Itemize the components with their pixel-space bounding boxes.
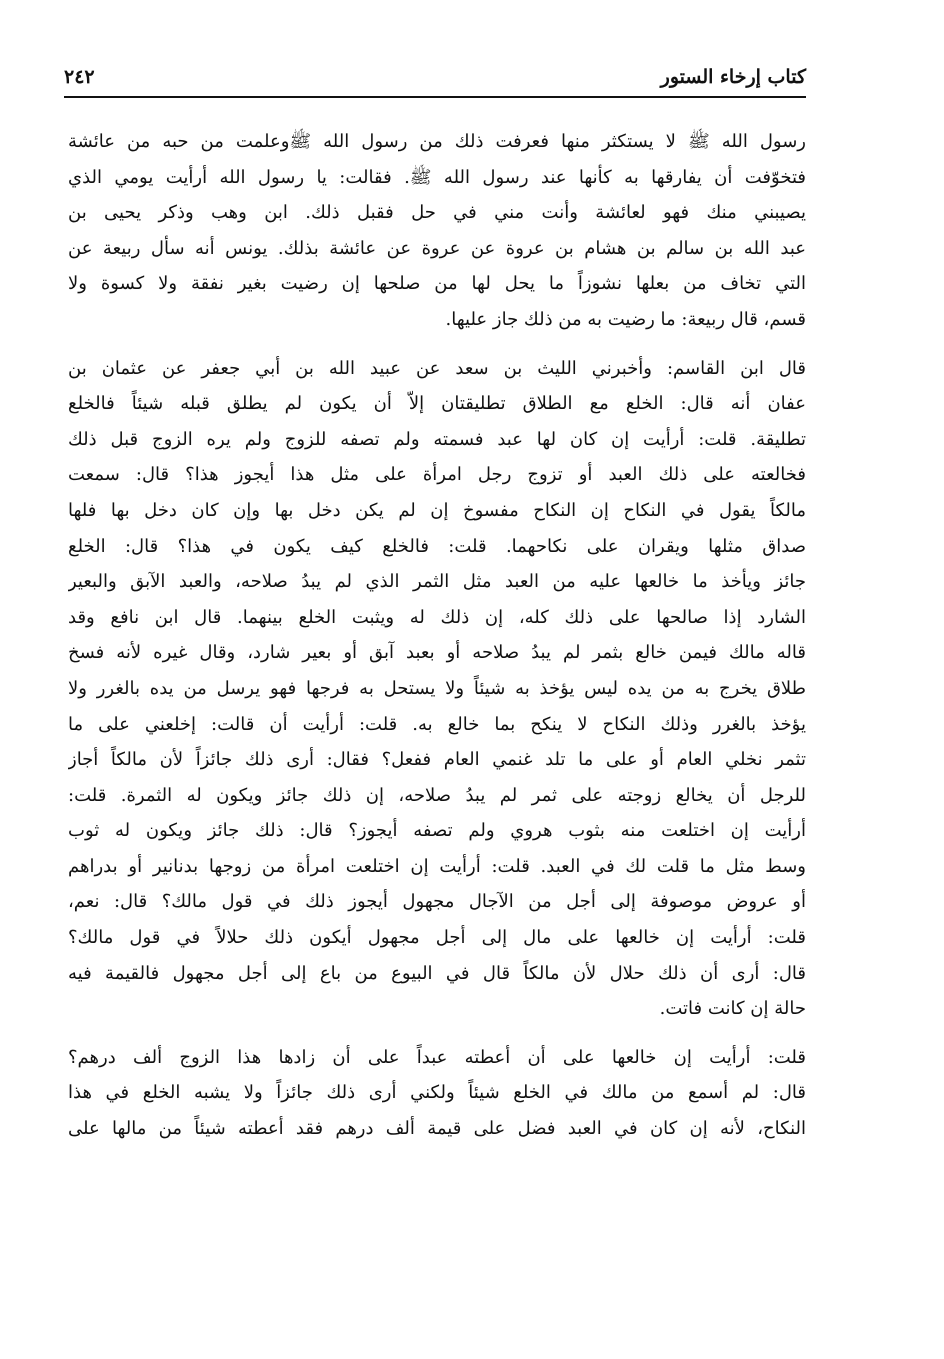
- paragraph: [68, 351, 806, 1027]
- text-line: عفان أنه قال: الخلع مع الطلاق تطليقتان إلاّ أن يكون لم يطلق قبله شيئاً فالخلع: [68, 393, 806, 415]
- text-line: قاله مالك فيمن خالع بثمر لم يبدُ صلاحه أو بعبد آبق أو بعير شارد، وقال غيره لأنه فسخ: [68, 642, 806, 664]
- paragraph: [68, 124, 806, 338]
- text-line: للرجل أن يخالع زوجته على ثمر لم يبدُ صلاحه، إن ذلك جائز ويكون له الثمرة. قلت:: [68, 784, 806, 806]
- text-line: قلت: أرأيت إن خالعها على أن أعطته عبداً على أن زادها هذا الزوج ألف درهم؟: [68, 1046, 806, 1068]
- text-line: قال: أرى أن ذلك حلال لأن مالكاً قال في البيوع من باع إلى أجل مجهول فالقيمة فيه: [68, 962, 806, 984]
- text-line: جائز ويأخذ ما خالعها عليه من العبد مثل الثمر الذي لم يبدُ صلاحه، والعبد الآبق والبعير: [68, 571, 806, 593]
- text-line: وسط مثل ما قلت لك في العبد. قلت: أرأيت إن اختلعت امرأة من زوجها بدنانير أو بدراهم: [68, 855, 806, 877]
- book-title: كتاب إرخاء الستور: [660, 66, 806, 88]
- text-line: الشارد إذا صالحها على ذلك كله، إن ذلك له ويثبت الخلع بينهما. قال ابن نافع وقد: [68, 606, 806, 628]
- text-line: يؤخذ بالغرر وذلك النكاح لا ينكح بما خالع به. قلت: أرأيت أن قالت: إخلعني على ما: [68, 713, 806, 735]
- text-line: قلت: أرأيت إن خالعها على مال إلى أجل مجهول أيكون ذلك حلالاً في قول مالك؟: [68, 927, 806, 949]
- text-line: فخالعته على ذلك العبد أو تزوج رجل امرأة على مثل هذا أيجوز هذا؟ قال: سمعت: [68, 464, 806, 486]
- text-line: تطليقة. قلت: أرأيت إن كان لها عبد فسمته ولم تصفه للزوج ولم يره الزوج قبل ذلك: [68, 428, 806, 450]
- text-line: عبد الله بن سالم بن هشام بن عروة عن عروة عن عائشة بذلك. يونس أنه سأل ربيعة عن: [68, 237, 806, 259]
- paragraph: [68, 1040, 806, 1147]
- text-line: تثمر نخلي العام أو على ما تلد غنمي العام ففعل؟ فقال: أرى ذلك جائزاً لأن مالكاً أجاز: [68, 749, 806, 771]
- text-line: قال: لم أسمع من مالك في الخلع شيئاً ولكني أرى ذلك جائزاً ولا يشبه الخلع في هذا: [68, 1082, 806, 1104]
- text-line: مالكاً يقول في النكاح إن النكاح مفسوخ إن لم يكن دخل بها وإن كان دخل بها فلها: [68, 499, 806, 521]
- text-line: أرأيت إن اختلعت منه بثوب هروي ولم تصفه أيجوز؟ قال: ذلك جائز ويكون له ثوب: [68, 820, 806, 842]
- text-line: قال ابن القاسم: وأخبرني الليث بن سعد عن عبيد الله بن أبي جعفر عن عثمان بن: [68, 357, 806, 379]
- body-text: [68, 124, 806, 1147]
- text-line: فتخوّفت أن يفارقها به كأنها عند رسول الله ﷺ. فقالت: يا رسول الله أرأيت يومي الذي: [68, 166, 806, 188]
- text-line: طلاق يخرج به من يده ليس يؤخذ به شيئاً ولا يستحل به فرجها فهو يرسل من يده بالغرر ولا: [68, 677, 806, 699]
- text-line: قسم، قال ربيعة: ما رضيت به من ذلك جاز عليها.: [445, 308, 806, 330]
- text-line: التي تخاف من بعلها نشوزاً ما يحل لها من صلحها إن رضيت بغير نفقة ولا كسوة ولا: [68, 273, 806, 295]
- text-line: يصيبني منك فهو لعائشة وأنت مني في حل فقبل ذلك. ابن وهب وذكر يحيى بن: [68, 202, 806, 224]
- text-line: حالة إن كانت فاتت.: [659, 998, 806, 1020]
- running-header: [64, 62, 806, 98]
- text-line: النكاح، لأنه إن كان في العبد فضل على قيمة ألف درهم فقد أعطته شيئاً من مالها على: [68, 1118, 806, 1140]
- text-line: صداق مثلها ويقران على نكاحهما. قلت: فالخلع كيف يكون في هذا؟ قال: الخلع: [68, 535, 806, 557]
- text-line: رسول الله ﷺ لا يستكثر منها فعرفت ذلك من رسول الله ﷺوعلمت من حبه من عائشة: [68, 131, 806, 152]
- text-line: أو عروض موصوفة إلى أجل من الآجال مجهول أيجوز ذلك في قول مالك؟ قال: نعم،: [68, 891, 806, 913]
- page-number: ٢٤٢: [64, 66, 95, 88]
